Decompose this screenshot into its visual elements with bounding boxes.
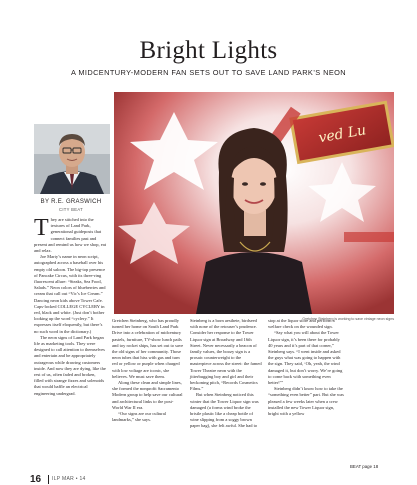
sign-text: ved Lu [317,122,368,147]
paragraph: “Our signs are our cultural landmarks,” she says. [112,411,166,423]
paragraph: Gretchen Steinberg, who has proudly turned her home on South Land Park Drive into a celebration of midcentury pastels, furniture, TV-show lunch pails and toy rocket ships, has set out to save the old signs of her community. Those neon tubes that hiss with gas and turn red or yellow or purple when charged with low voltage are iconic, she believes. We must save them. [112,318,184,379]
paragraph: Steinberg is a born aesthete, birdseed with none of the retouser’s prudence. Consider her response to the Tower Liquor sign at Broadway and 16th Street. Never necessarily a beacon of family values, the boozy sign is a prosaic counterweight to the masterpiece across the street: the famed Tower Theatre neon with the jitterbugging boy and girl and their beckoning pitch, “Records Cosmetics Films.” [190,318,262,392]
paragraph: Steinberg didn’t know how to take the “something even better” part. But she was pleased a few weeks later when a crew installed the new Tower Liquor sign, bright with a yellow [268,386,344,417]
photo-caption: Gretchen Steinberg is working to save vintage neon signs [302,317,394,321]
page-number: 16 [30,474,42,485]
paragraph: hey are stitched into the textures of Land Park, generational guideposts that connect families past and present and remind us how we shop, eat and relax. [34,217,106,254]
article-column-3 [190,318,262,430]
page-subtitle: A MIDCENTURY-MODERN FAN SETS OUT TO SAVE LAND PARK’S NEON [70,68,347,77]
neon-sign-scene-illustration [114,92,394,314]
drop-cap: T [34,215,49,241]
hero-photo [114,92,394,314]
paragraph: The neon signs of Land Park began life as marketing tools. They were designed to call attention to themselves and entertain and be appropriately outrageous while drawing customers inside. And now they are dying, like the rest of us, often faded and broken, filled with strange fizzes and solenoids that would baffle an electrical engineering undergrad. [34,334,106,396]
continued-jump-link[interactable]: BEAT page 18 [350,464,379,469]
paragraph: “Say what you will about the Tower Liquor sign, it’s been there for probably 40 years and it’s part of that corner,” Steinberg says. “I went inside and asked the guys what was going to happen with the sign. They said, ‘Oh, yeah, the wind damaged it, but don’t worry. We’re going to come back with something even better!’” [268,330,343,386]
paragraph: stop at the liquor store and perform a welfare check on the wounded sign. [268,318,335,330]
page-title: Bright Lights [139,37,278,64]
paragraph: Along these clean and simple lines, she formed the nonprofit Sacramento Modern group to help save our cultural and architectural links to the post-World War II era. [112,380,183,410]
article-column-2 [112,318,184,423]
author-portrait-illustration [34,124,110,194]
author-photo [34,124,110,194]
column-name: CITY BEAT [59,207,83,212]
author-byline: BY R.E. GRASWICH [40,199,102,205]
paragraph: Joe Marty’s name in neon script, autographed across a baseball over his empty old saloon. The big-top presence of Pancake Circus, with its three-ring fluorescent allure: “Steaks, Sea Food, Salads.” Neon colors of blueberries and cream that call out “Vic’s Ice Cream.” Dancing neon kids above Tower Cafe. Caps-locked COLLEGE CYCLERY in red, black and white. (Just don’t bother looking up the word “cyclery.” It expresses itself eloquently, but there’s no such word in the dictionary.) [34,254,106,334]
issue-label: ILP MAR • 14 [52,476,86,482]
article-column-4 [268,318,344,417]
article-column-1 [34,217,106,397]
paragraph: But when Steinberg noticed this winter that the Tower Liquor sign was damaged (a forms wind broke the bristle plastic like a cheap bottle of wine slipping from a soggy brown paper bag), she felt awful. She had to [190,392,259,429]
